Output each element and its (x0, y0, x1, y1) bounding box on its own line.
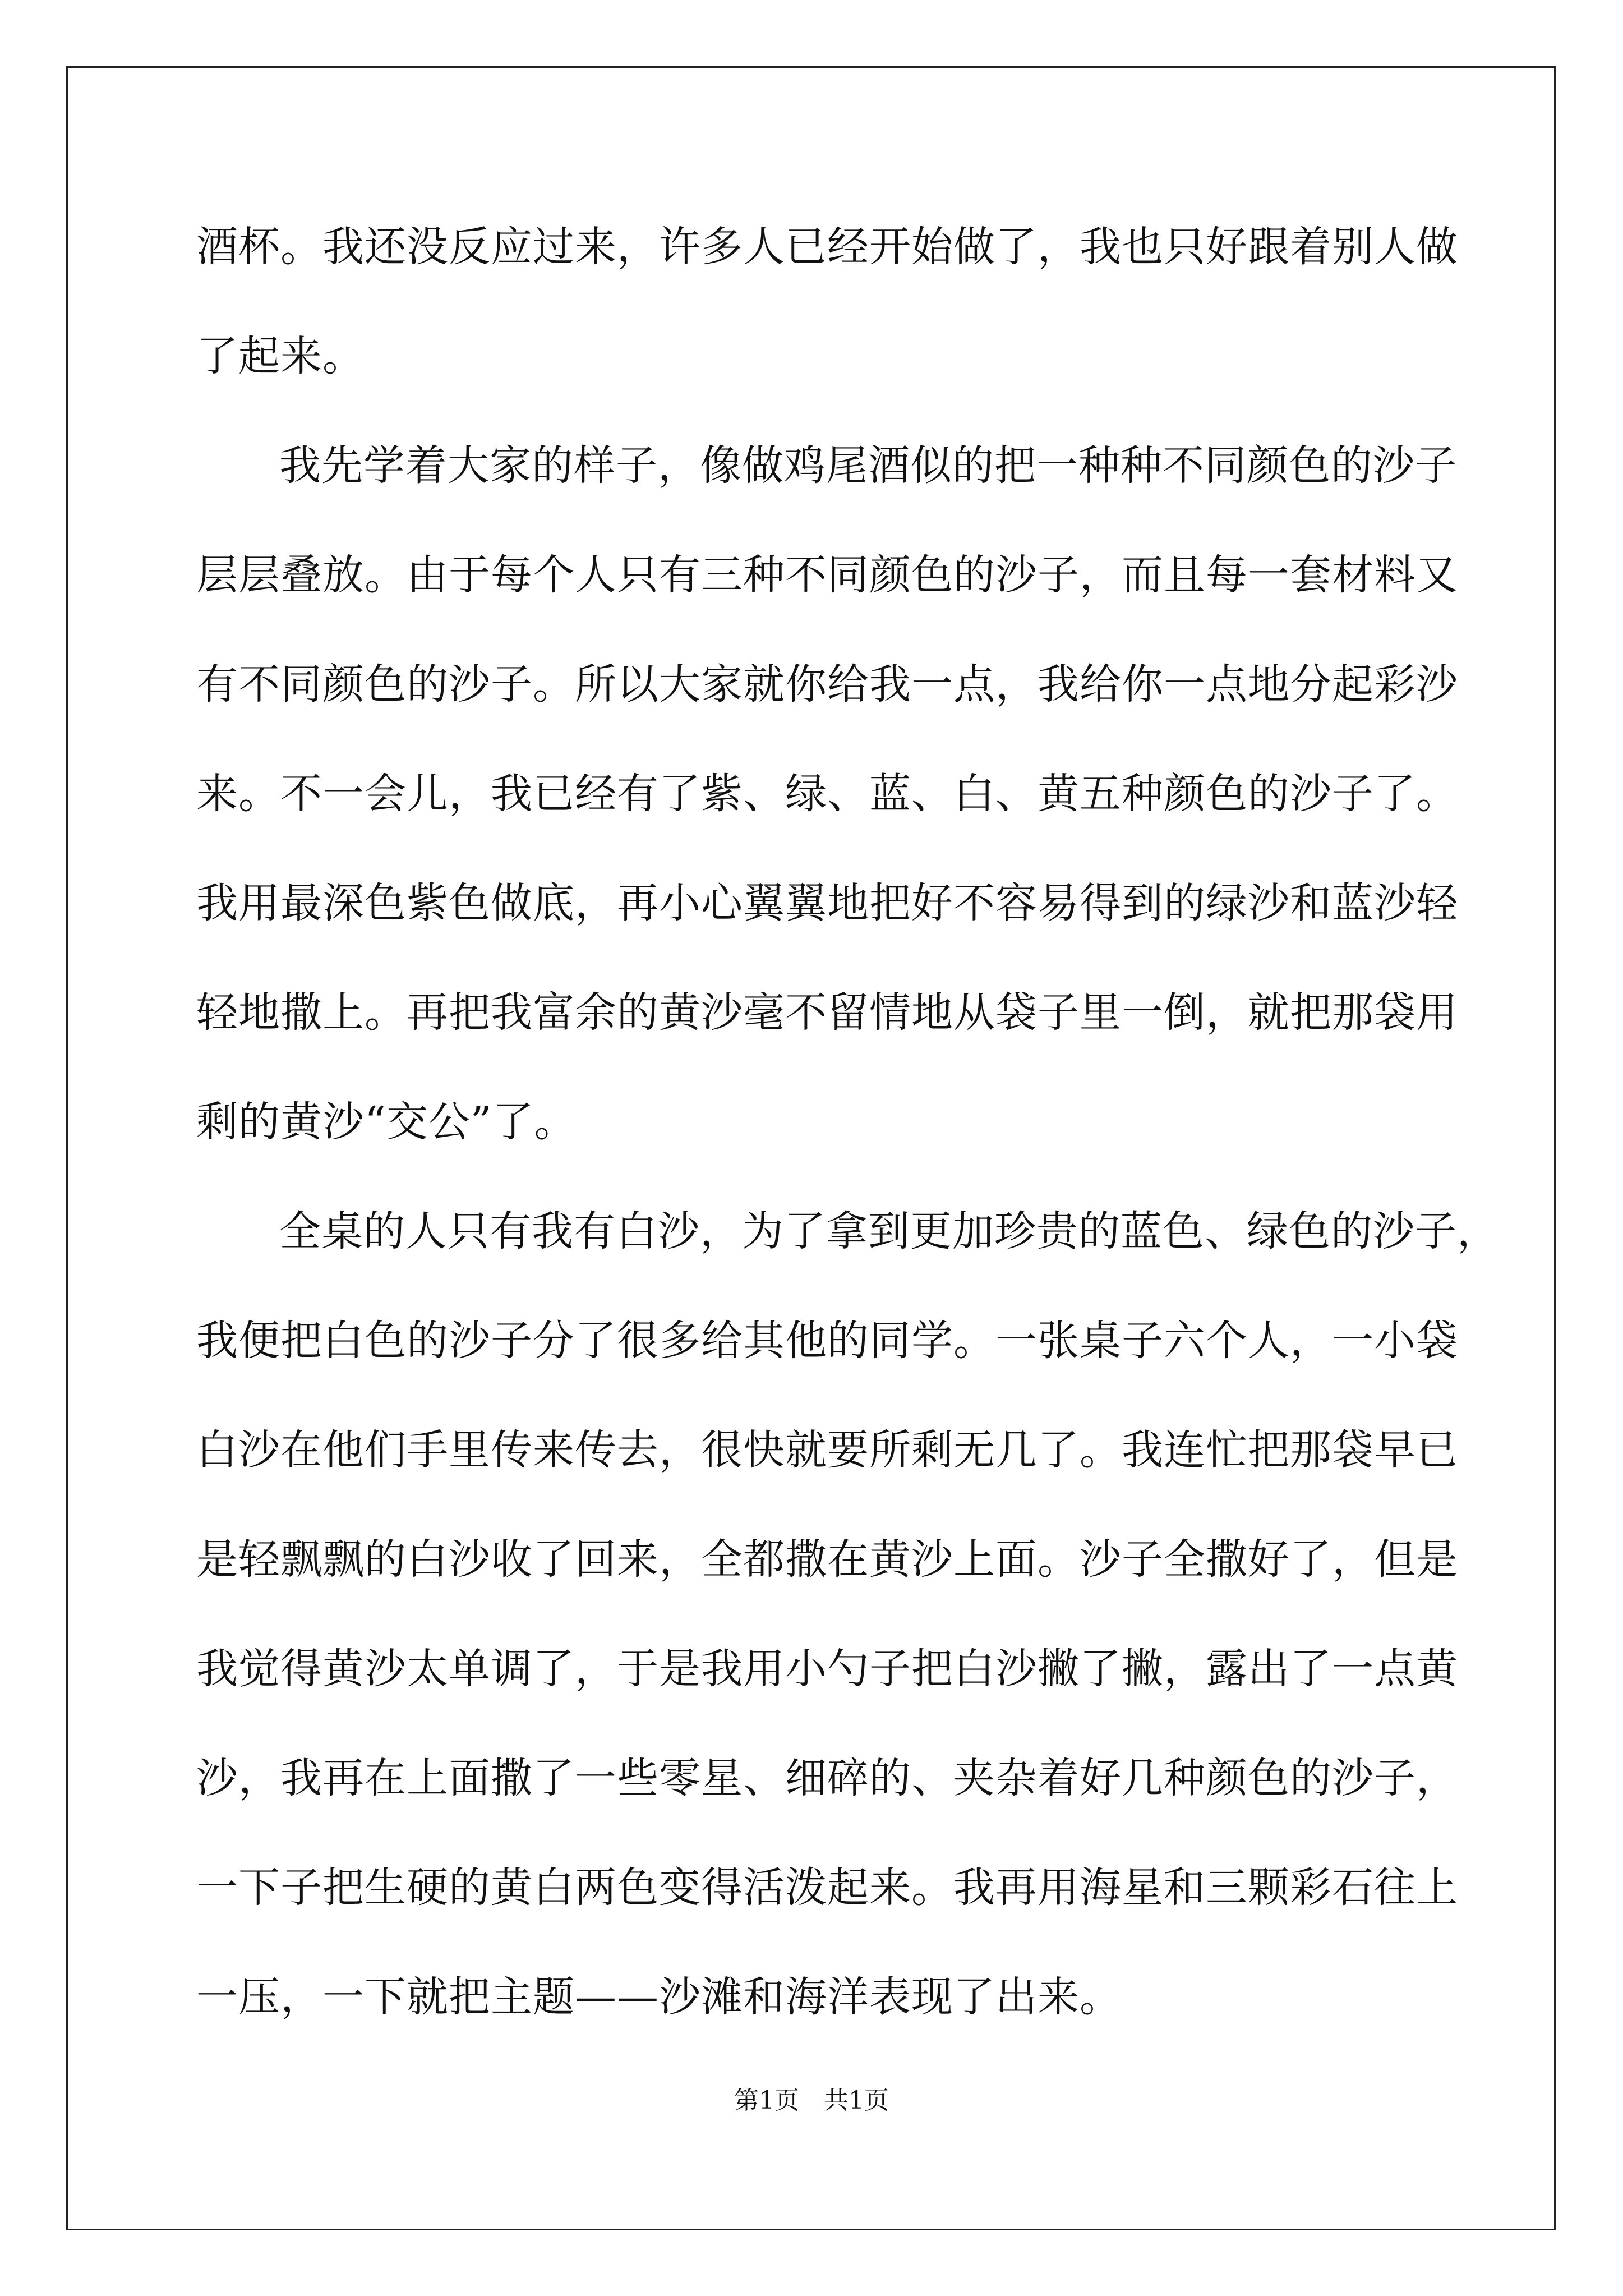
text-line: 我觉得黄沙太单调了，于是我用小勺子把白沙撇了撇，露出了一点黄 (196, 1645, 1458, 1693)
page-footer: 第1页 共1页 (734, 2086, 889, 2115)
text-line: 一下子把生硬的黄白两色变得活泼起来。我再用海星和三颗彩石往上 (196, 1864, 1458, 1912)
paragraph-start-line: 全桌的人只有我有白沙，为了拿到更加珍贵的蓝色、绿色的沙子， (279, 1207, 1499, 1255)
document-body (196, 216, 1499, 2076)
text-line: 沙，我再在上面撒了一些零星、细碎的、夹杂着好几种颜色的沙子， (196, 1754, 1458, 1802)
text-line: 层层叠放。由于每个人只有三种不同颜色的沙子，而且每一套材料又 (196, 551, 1458, 599)
text-line: 白沙在他们手里传来传去，很快就要所剩无几了。我连忙把那袋早已 (196, 1426, 1458, 1474)
text-line: 了起来。 (196, 332, 365, 380)
text-line: 酒杯。我还没反应过来，许多人已经开始做了，我也只好跟着别人做 (196, 223, 1458, 271)
text-line: 是轻飘飘的白沙收了回来，全都撒在黄沙上面。沙子全撒好了，但是 (196, 1535, 1458, 1584)
text-line: 一压，一下就把主题——沙滩和海洋表现了出来。 (196, 1973, 1122, 2021)
text-line: 来。不一会儿，我已经有了紫、绿、蓝、白、黄五种颜色的沙子了。 (196, 770, 1458, 818)
text-line: 我便把白色的沙子分了很多给其他的同学。一张桌子六个人，一小袋 (196, 1317, 1458, 1365)
text-line: 我用最深色紫色做底，再小心翼翼地把好不容易得到的绿沙和蓝沙轻 (196, 879, 1458, 927)
text-line: 轻地撒上。再把我富余的黄沙毫不留情地从袋子里一倒，就把那袋用 (196, 988, 1458, 1037)
text-line: 剩的黄沙“交公”了。 (196, 1098, 577, 1146)
text-line: 有不同颜色的沙子。所以大家就你给我一点，我给你一点地分起彩沙 (196, 660, 1458, 708)
paragraph-start-line: 我先学着大家的样子，像做鸡尾酒似的把一种种不同颜色的沙子 (279, 441, 1457, 490)
